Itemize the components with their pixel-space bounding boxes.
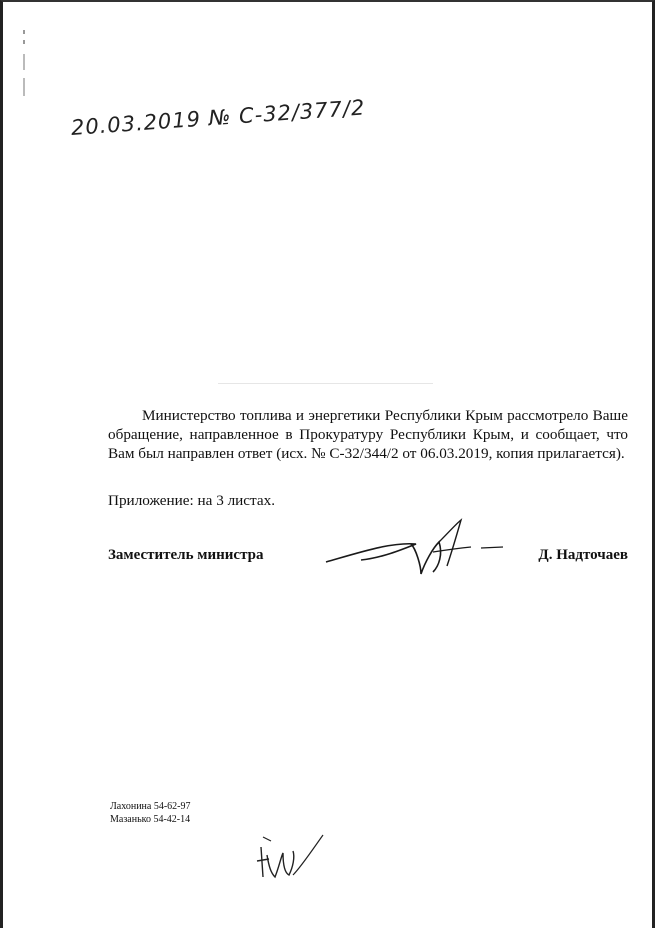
letter-body xyxy=(108,406,628,463)
handwritten-reference: 20.03.2019 № С-32/377/2 xyxy=(70,95,367,140)
body-paragraph: Министерство топлива и энергетики Республики Крым рассмотрело Ваше обращение, направленное в Прокуратуру Республики Крым, и сообщает, что Вам был направлен ответ (исх. № С-32/344/2 от 06.03.2019, копия прилагается). xyxy=(108,407,628,462)
faint-rule xyxy=(218,383,433,384)
signature-icon xyxy=(321,514,521,584)
signatory-name: Д. Надточаев xyxy=(538,547,628,563)
signatory-title: Заместитель министра xyxy=(108,547,264,563)
executor-line: Лахонина 54-62-97 xyxy=(110,801,191,812)
attachment-note: Приложение: на 3 листах. xyxy=(108,492,275,509)
executor-line: Мазанько 54-42-14 xyxy=(110,814,191,825)
executors-block xyxy=(110,800,191,826)
initials-icon xyxy=(253,827,333,887)
margin-marks xyxy=(21,30,27,100)
